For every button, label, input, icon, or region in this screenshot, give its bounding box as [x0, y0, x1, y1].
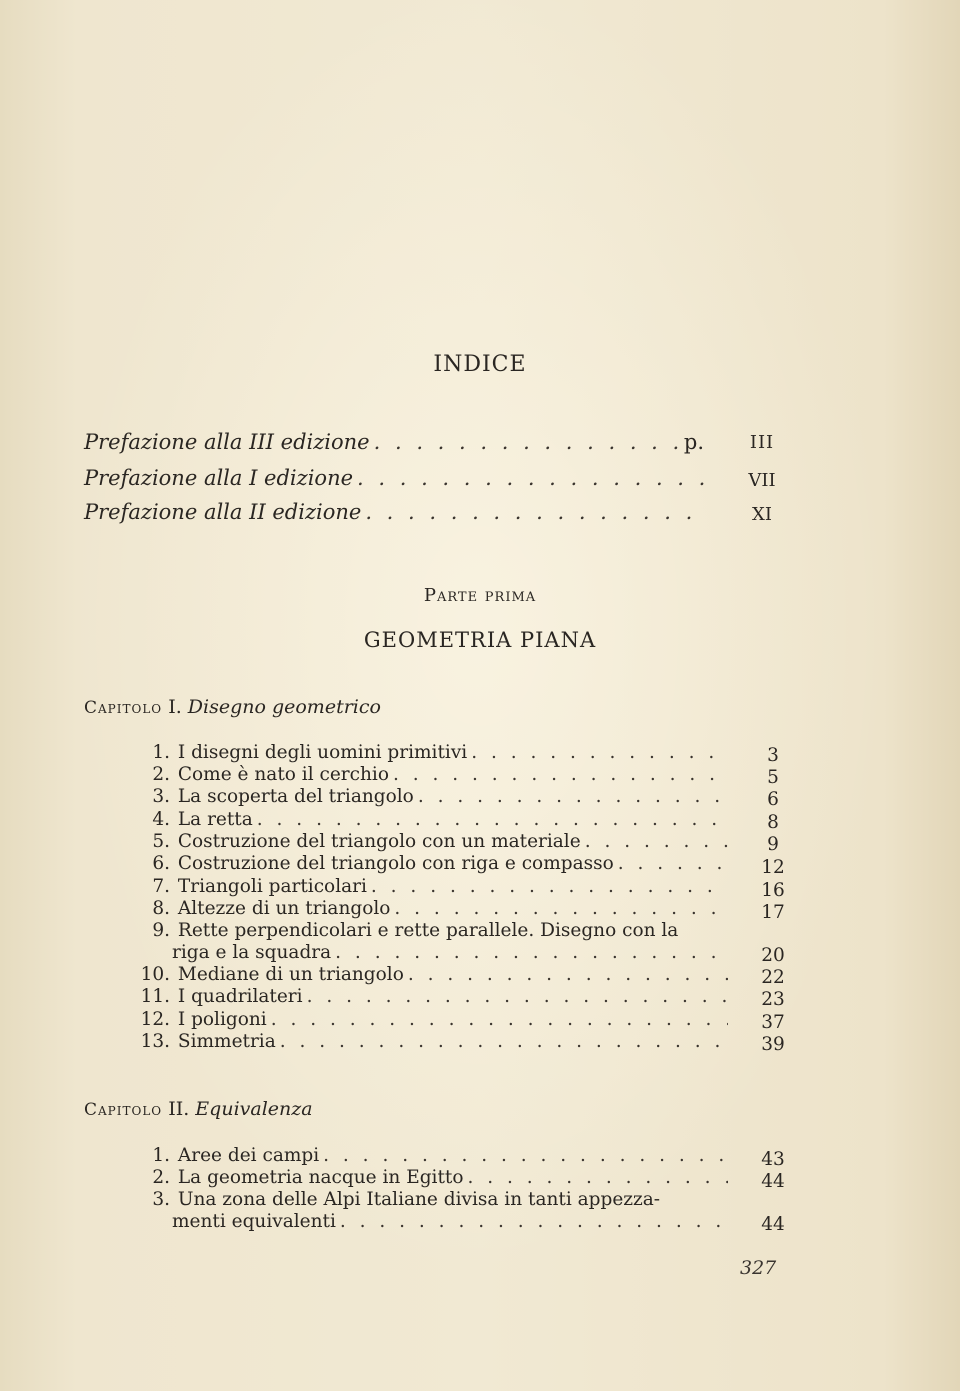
toc-entry — [126, 831, 728, 852]
entry-page: 23 — [761, 989, 785, 1010]
toc-preface-row — [84, 430, 704, 454]
preface-label: Prefazione alla I edizione — [84, 466, 354, 490]
entry-page: 12 — [761, 857, 785, 878]
entry-text: Aree dei campi — [177, 1145, 320, 1166]
entry-page: 20 — [761, 945, 785, 966]
entry-number: 6. — [152, 853, 170, 874]
entry-text: La geometria nacque in Egitto — [177, 1167, 464, 1188]
toc-entry — [126, 853, 728, 874]
entry-text: Costruzione del triangolo con riga e compasso — [177, 853, 614, 874]
entry-number: 1. — [152, 742, 170, 763]
toc-entry-continuation — [172, 1211, 728, 1232]
entry-text-cont: menti equivalenti — [172, 1211, 336, 1232]
entry-number: 12. — [140, 1009, 170, 1030]
entry-text: Costruzione del triangolo con un materiale — [177, 831, 581, 852]
entry-number: 10. — [140, 964, 170, 985]
toc-entry — [126, 898, 728, 919]
page-title: INDICE — [433, 352, 527, 377]
entry-text: Come è nato il cerchio — [177, 764, 389, 785]
entry-number: 3. — [152, 786, 170, 807]
part-label: Parte prima — [423, 585, 537, 606]
chapter-title: Equivalenza — [195, 1098, 313, 1120]
chapter-heading — [84, 1098, 313, 1120]
entry-text: Mediane di un triangolo — [177, 964, 404, 985]
entry-text: I quadrilateri — [177, 986, 303, 1007]
chapter-title: Disegno geometrico — [187, 696, 381, 718]
leader-dots — [361, 500, 704, 524]
toc-entry — [126, 876, 728, 897]
entry-page: 37 — [761, 1012, 785, 1033]
toc-entry — [126, 1145, 728, 1166]
toc-entry — [126, 764, 728, 785]
leader-dots — [353, 466, 704, 490]
leader-dots — [614, 853, 728, 874]
toc-entry — [126, 986, 728, 1007]
entry-text: Simmetria — [177, 1031, 276, 1052]
toc-entry — [126, 742, 728, 763]
entry-text: Una zona delle Alpi Italiane divisa in tanti appezza- — [177, 1189, 661, 1210]
entry-page: 8 — [767, 812, 779, 833]
chapter-numeral: II. — [168, 1098, 190, 1120]
leader-dots — [303, 986, 728, 1007]
leader-dots — [276, 1031, 728, 1052]
toc-entry — [126, 786, 728, 807]
leader-dots — [581, 831, 728, 852]
entry-page: 39 — [761, 1034, 785, 1055]
toc-preface-row — [84, 466, 704, 490]
preface-page: III — [749, 432, 775, 453]
entry-page: 44 — [761, 1171, 785, 1192]
entry-number: 2. — [152, 764, 170, 785]
leader-dots — [367, 876, 728, 897]
entry-number: 11. — [140, 986, 170, 1007]
entry-text-cont: riga e la squadra — [172, 942, 332, 963]
page-marker: p. — [683, 430, 704, 454]
leader-dots — [336, 1211, 728, 1232]
leader-dots — [253, 809, 728, 830]
leader-dots — [267, 1009, 728, 1030]
entry-page: 3 — [767, 745, 779, 766]
entry-number: 1. — [152, 1145, 170, 1166]
entry-text: Triangoli particolari — [177, 876, 367, 897]
toc-entry-continuation — [172, 942, 728, 963]
entry-number: 5. — [152, 831, 170, 852]
entry-number: 4. — [152, 809, 170, 830]
preface-page: XI — [752, 504, 772, 525]
preface-label: Prefazione alla II edizione — [84, 500, 362, 524]
leader-dots — [390, 898, 728, 919]
entry-number: 7. — [152, 876, 170, 897]
preface-label: Prefazione alla III edizione — [84, 430, 370, 454]
toc-entry — [126, 1189, 728, 1210]
toc-entry — [126, 964, 728, 985]
entry-number: 3. — [152, 1189, 170, 1210]
entry-page: 22 — [761, 967, 785, 988]
entry-text: I disegni degli uomini primitivi — [177, 742, 468, 763]
toc-entry — [126, 1167, 728, 1188]
entry-text: La retta — [177, 809, 253, 830]
leader-dots — [467, 742, 728, 763]
toc-entry — [126, 920, 728, 941]
entry-page: 43 — [761, 1149, 785, 1170]
leader-dots — [414, 786, 728, 807]
chapter-word: Capitolo — [84, 698, 163, 718]
chapter-word: Capitolo — [84, 1100, 163, 1120]
entry-page: 9 — [767, 834, 779, 855]
toc-entry — [126, 1031, 728, 1052]
toc-preface-row — [84, 500, 704, 524]
leader-dots — [370, 430, 684, 454]
entry-page: 5 — [767, 767, 779, 788]
entry-text: La scoperta del triangolo — [177, 786, 414, 807]
entry-text: Altezze di un triangolo — [177, 898, 391, 919]
entry-page: 44 — [761, 1214, 785, 1235]
chapter-heading — [84, 696, 381, 718]
leader-dots — [404, 964, 728, 985]
leader-dots — [389, 764, 728, 785]
entry-number: 2. — [152, 1167, 170, 1188]
chapter-numeral: I. — [168, 696, 182, 718]
leader-dots — [463, 1167, 728, 1188]
entry-text: Rette perpendicolari e rette parallele. Disegno con la — [177, 920, 679, 941]
part-title: GEOMETRIA PIANA — [363, 628, 597, 652]
entry-page: 6 — [767, 789, 779, 810]
leader-dots — [331, 942, 728, 963]
page-number: 327 — [740, 1257, 777, 1279]
entry-number: 13. — [140, 1031, 170, 1052]
entry-number: 8. — [152, 898, 170, 919]
entry-page: 16 — [761, 880, 785, 901]
toc-entry — [126, 1009, 728, 1030]
entry-number: 9. — [152, 920, 170, 941]
toc-entry — [126, 809, 728, 830]
leader-dots — [319, 1145, 728, 1166]
preface-page: VII — [748, 470, 776, 491]
entry-page: 17 — [761, 902, 785, 923]
entry-text: I poligoni — [177, 1009, 267, 1030]
